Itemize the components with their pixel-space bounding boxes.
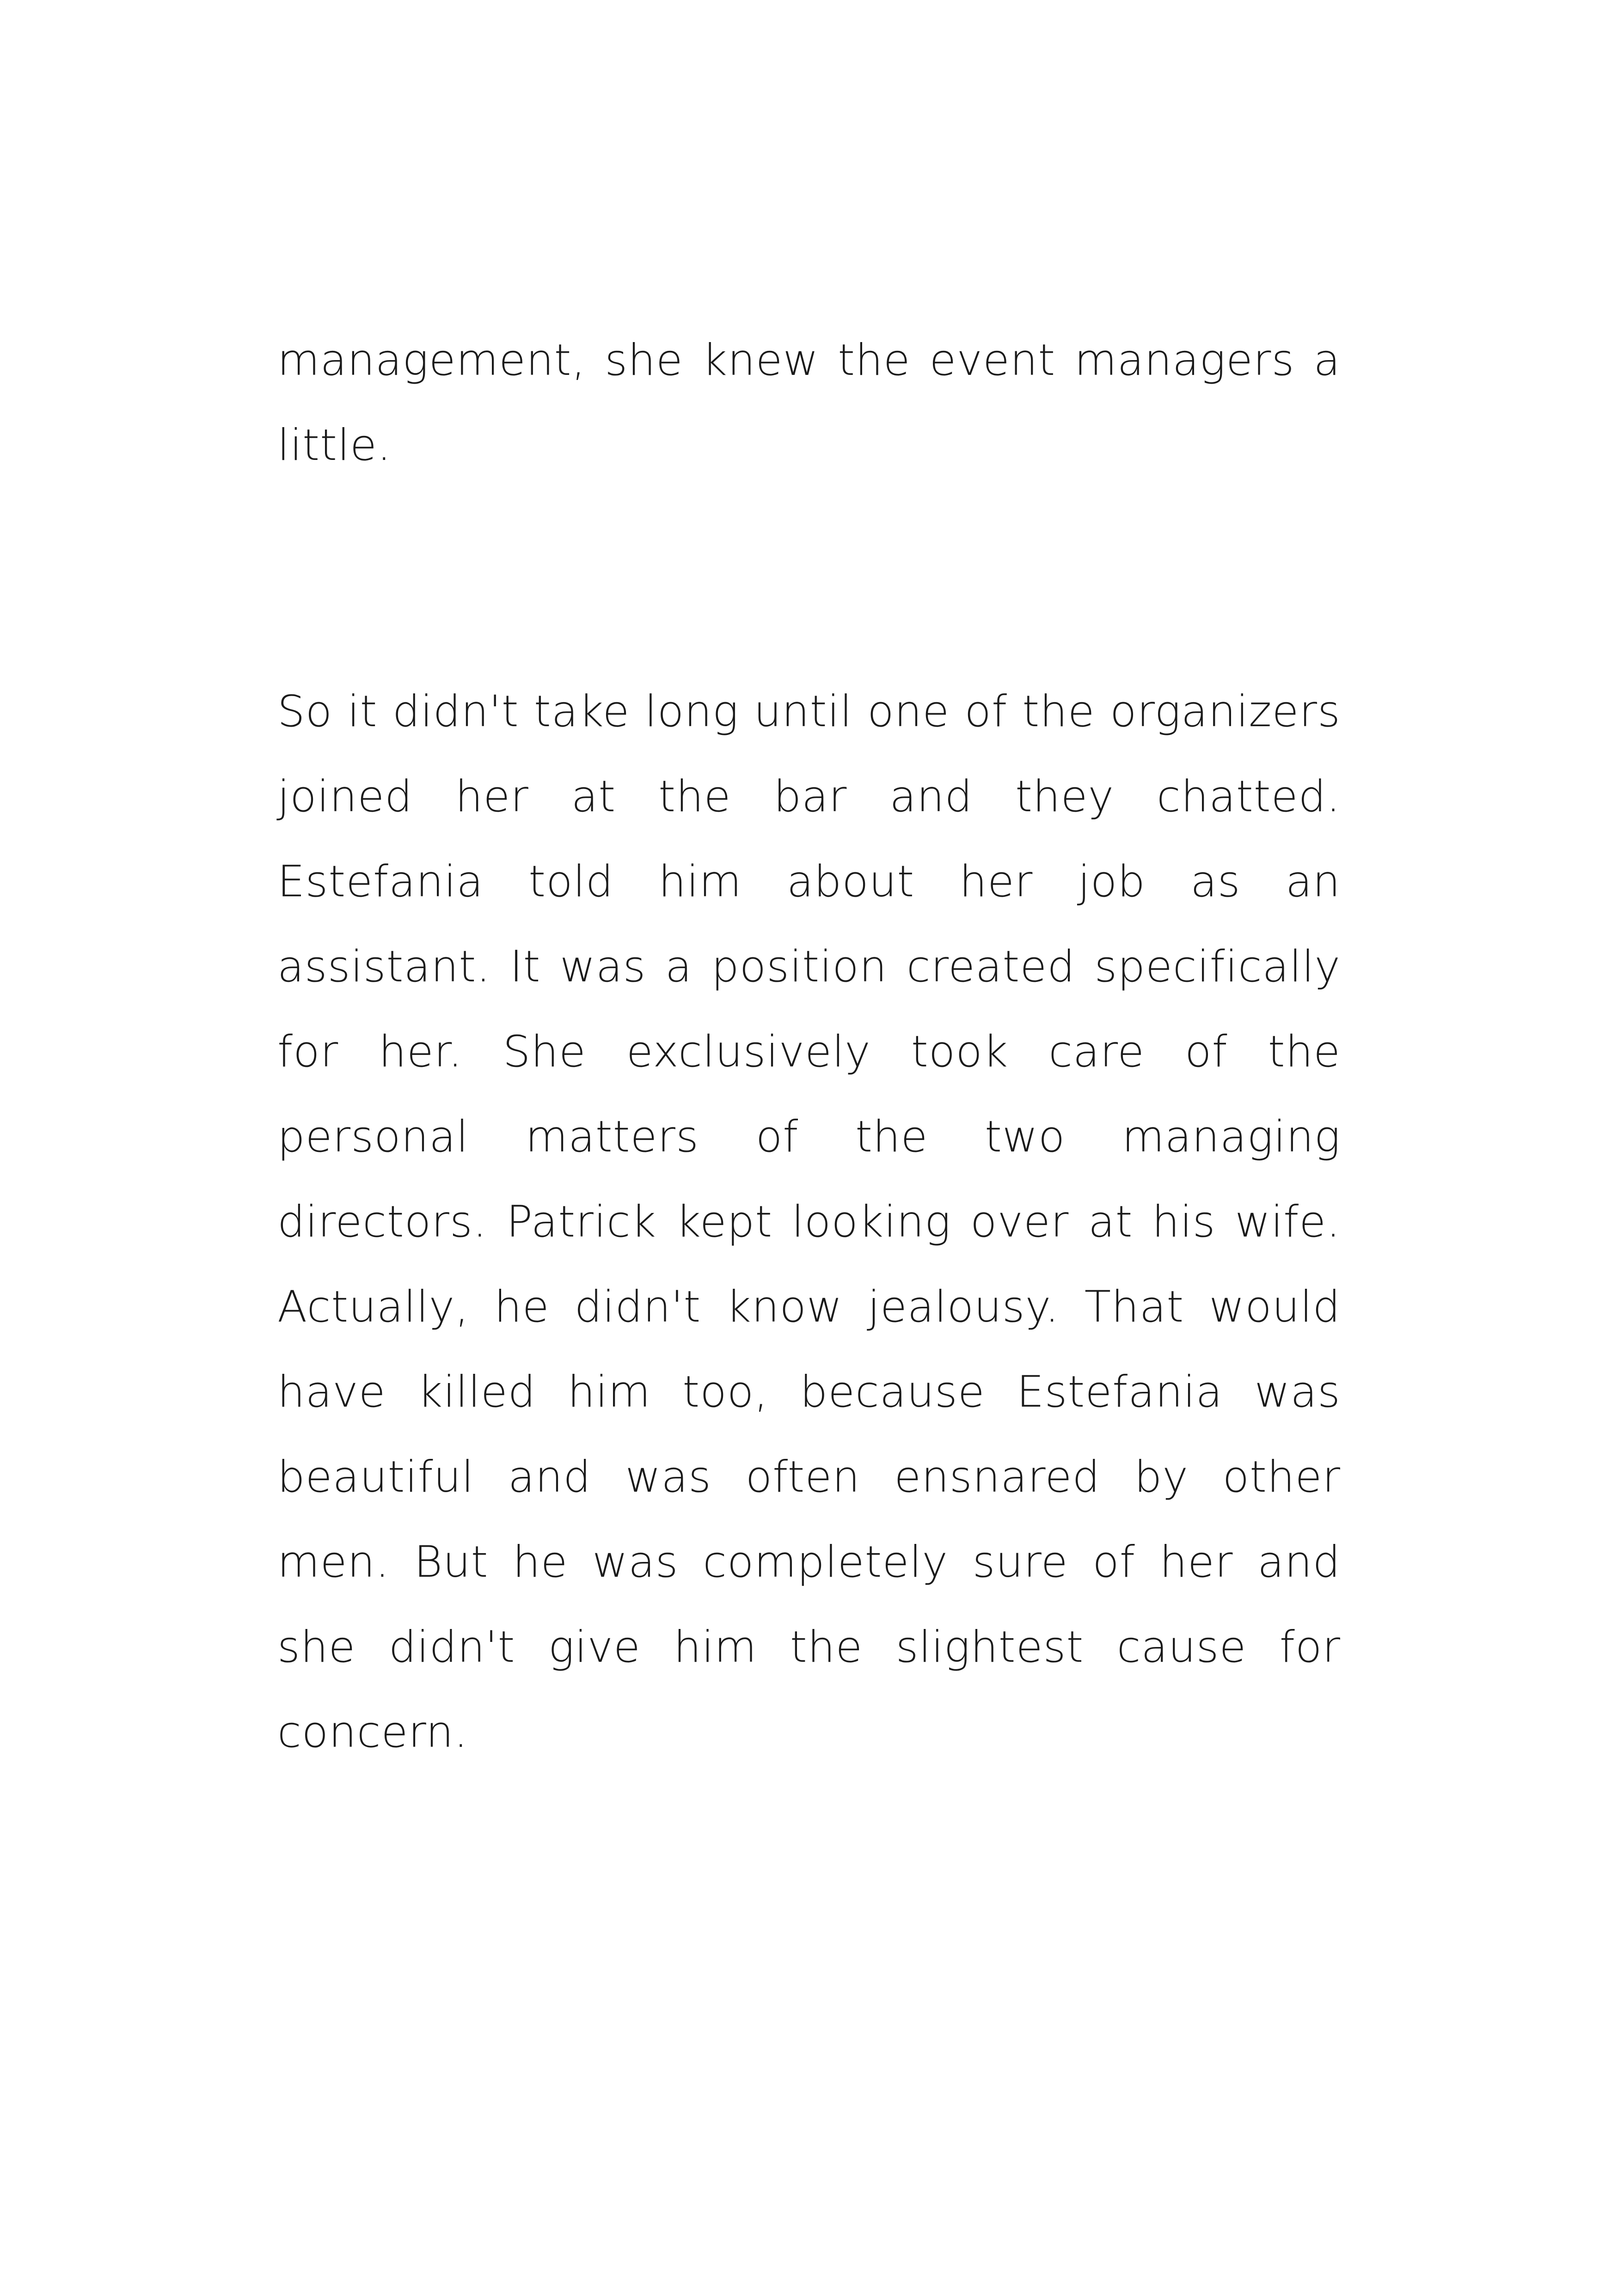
paragraph-1: management, she knew the event managers a little. [277,335,1341,471]
paragraph-2: So it didn't take long until one of the organizers joined her at the bar and they chatted. Estefania told him about her job as an assistant. It was a position created specifically for her. She exclusively took care of the personal matters of the two managing directors. Patrick kept looking over at his wife. Actually, he didn't know jealousy. That would have killed him too, because Estefania was beautiful and was often ensnared by other men. But he was completely sure of her and she didn't give him the slightest cause for concern. [277,686,1341,1757]
